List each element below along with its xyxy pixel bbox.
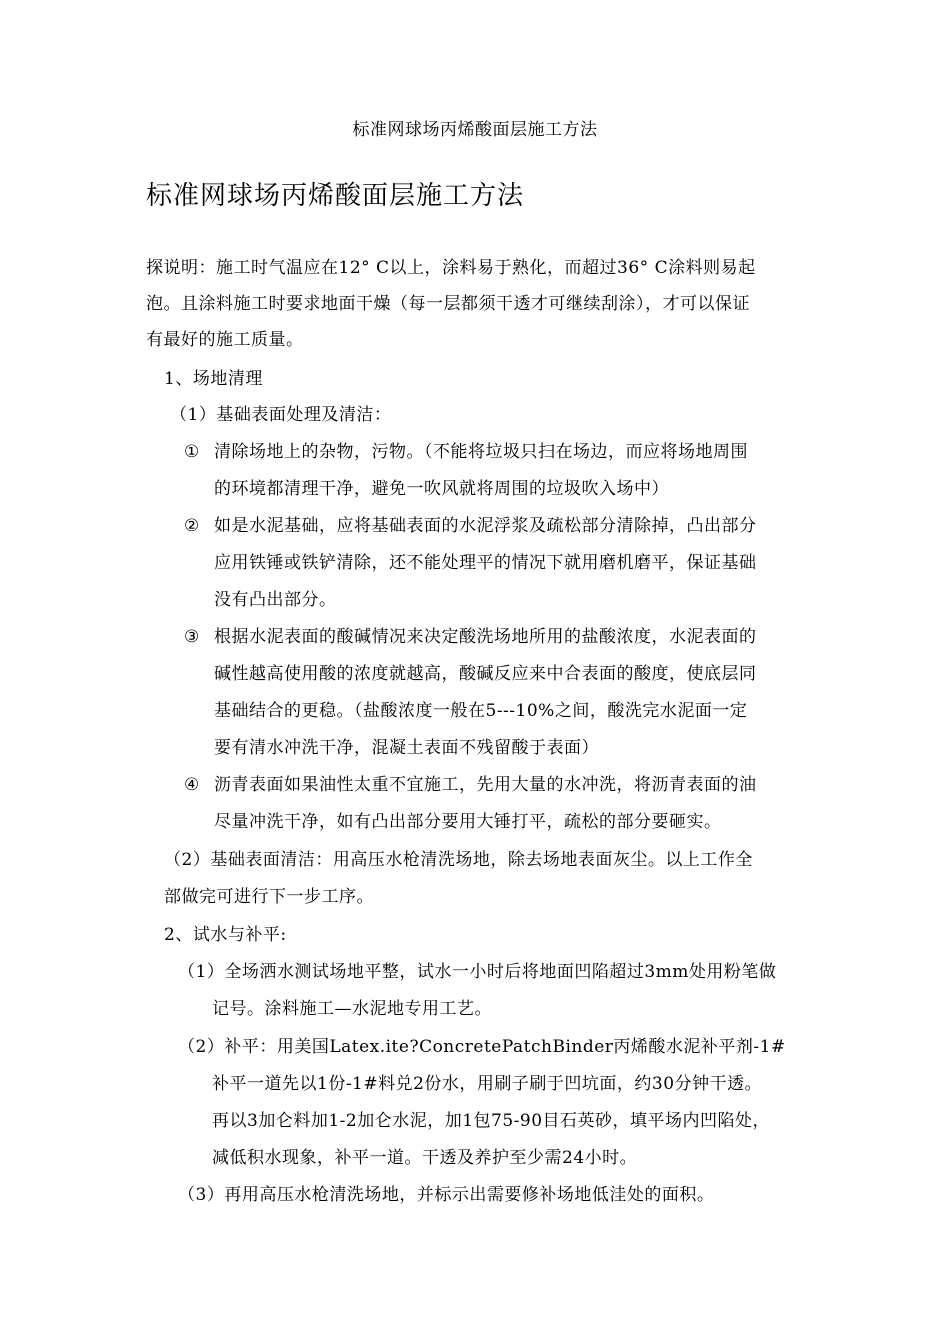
list-item (184, 440, 748, 464)
section-2-paragraph: 再以3加仑料加1-2加仑水泥，加1包75-90目石英砂，填平场内凹陷处， (212, 1111, 771, 1131)
section-2-paragraph: （1）全场洒水测试场地平整，试水一小时后将地面凹陷超过3mm处用粉笔做 (178, 962, 777, 982)
intro-line: 泡。且涂料施工时要求地面干燥（每一层都须干透才可继续刮涂），才可以保证 (146, 294, 750, 314)
section-2-heading: 2、试水与补平: (164, 925, 287, 945)
intro-line: 有最好的施工质量。 (146, 330, 304, 350)
item-marker: ① (184, 442, 200, 462)
list-item (184, 625, 757, 649)
item-text: 清除场地上的杂物，污物。（不能将垃圾只扫在场边，而应将场地周围 (214, 442, 748, 462)
section-1-subparagraph: 部做完可进行下一步工序。 (164, 887, 374, 907)
list-item (184, 514, 757, 538)
item-text: 的环境都清理干净，避免一吹风就将周围的垃圾吹入场中） (214, 479, 669, 499)
section-2-paragraph: （3）再用高压水枪清洗场地，并标示出需要修补场地低洼处的面积。 (178, 1185, 715, 1205)
item-text: 基础结合的更稳。（盐酸浓度一般在5---10%之间，酸洗完水泥面一定 (214, 701, 748, 721)
intro-line: 探说明：施工时气温应在12° C以上，涂料易于熟化，而超过36° C涂料则易起 (146, 258, 756, 278)
item-text: 如是水泥基础，应将基础表面的水泥浮浆及疏松部分清除掉，凸出部分 (214, 516, 757, 536)
document-title: 标准网球场丙烯酸面层施工方法 (146, 181, 525, 211)
item-text: 没有凸出部分。 (214, 590, 337, 610)
item-text: 要有清水冲洗干净，混凝土表面不残留酸于表面） (214, 738, 599, 758)
item-text: 应用铁锤或铁铲清除，还不能处理平的情况下就用磨机磨平，保证基础 (214, 553, 757, 573)
list-item (184, 773, 757, 797)
section-2-paragraph: 减低积水现象，补平一道。干透及养护至少需24小时。 (212, 1148, 638, 1168)
item-text: 根据水泥表面的酸碱情况来决定酸洗场地所用的盐酸浓度，水泥表面的 (214, 627, 757, 647)
item-text: 沥青表面如果油性太重不宜施工，先用大量的水冲洗，将沥青表面的油 (214, 775, 757, 795)
item-marker: ② (184, 516, 200, 536)
section-2-paragraph: 补平一道先以1份-1#料兑2份水，用刷子刷于凹坑面，约30分钟干透。 (212, 1074, 763, 1094)
item-marker: ③ (184, 627, 200, 647)
section-1-subparagraph: （2）基础表面清洁：用高压水枪清洗场地，除去场地表面灰尘。以上工作全 (164, 850, 753, 870)
item-text: 尽量冲洗干净，如有凸出部分要用大锤打平，疏松的部分要砸实。 (214, 812, 722, 832)
section-2-paragraph: （2）补平：用美国Latex.ite?ConcretePatchBinder丙烯酸水泥补平剂-1# (178, 1037, 786, 1057)
section-2-paragraph: 记号。涂料施工—水泥地专用工艺。 (212, 999, 492, 1019)
page-header: 标准网球场丙烯酸面层施工方法 (352, 120, 598, 140)
item-marker: ④ (184, 775, 200, 795)
section-1-heading: 1、场地清理 (164, 369, 263, 389)
item-text: 碱性越高使用酸的浓度就越高，酸碱反应来中合表面的酸度，使底层同 (214, 664, 757, 684)
section-1-subheading: （1）基础表面处理及清洁： (170, 405, 392, 425)
